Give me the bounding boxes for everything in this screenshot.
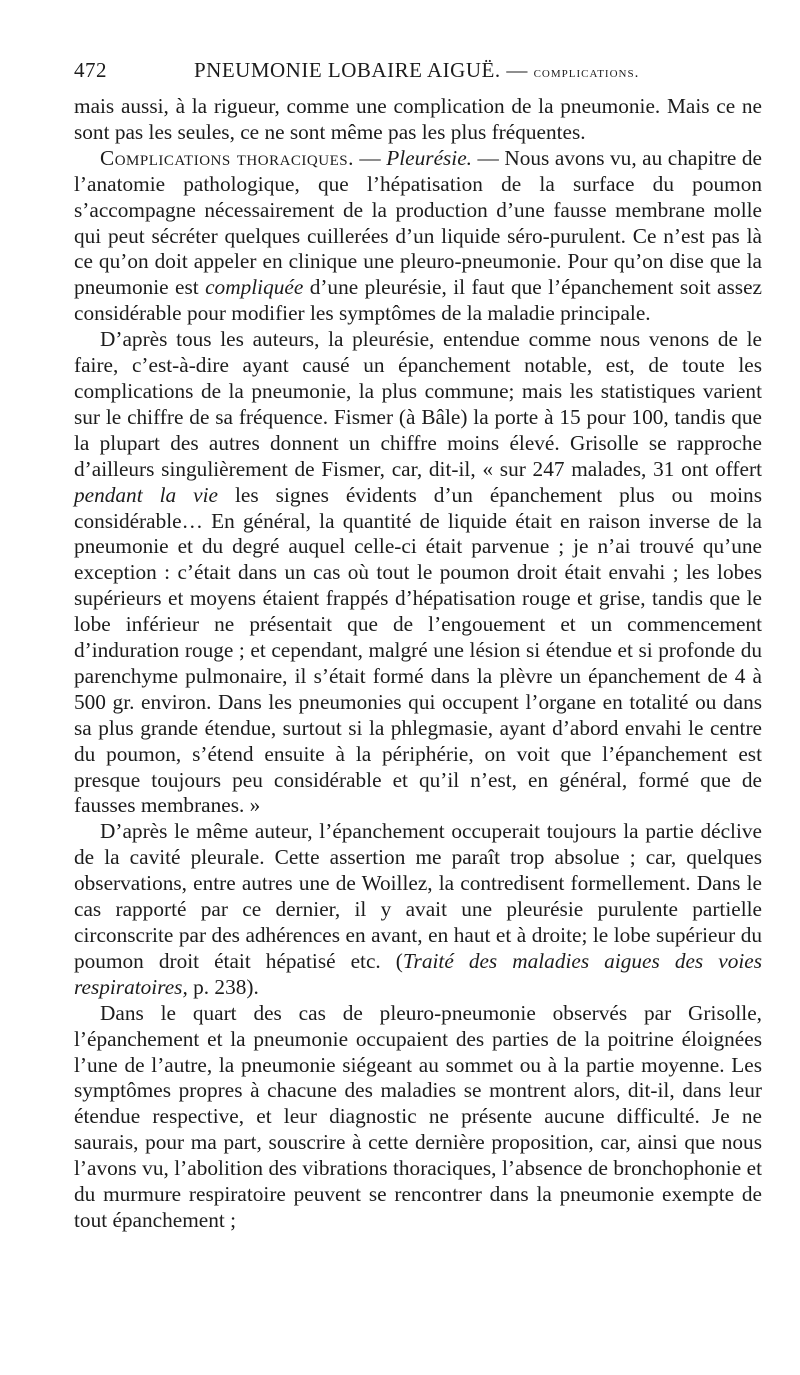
running-title-main: PNEUMONIE LOBAIRE AIGUË. — bbox=[194, 58, 534, 82]
text-segment: Complications thoraciques. bbox=[100, 145, 354, 170]
text-segment: Traité des maladies aigues des voies respiratoires, bbox=[74, 948, 762, 999]
paragraph bbox=[74, 819, 762, 1000]
paragraph bbox=[74, 94, 762, 146]
text-segment: D’après le même auteur, l’épanchement occuperait toujours la partie déclive de la cavité pleurale. Cette assertion me paraît trop absolue ; car, quelques observations, entre autres une de Woillez, la contredisent formellement. Dans le cas rapporté par ce dernier, il y avait une pleurésie purulente partielle circonscrite par des adhérences en avant, en haut et à droite; le lobe supérieur du poumon droit était hépatisé etc. ( bbox=[74, 819, 762, 973]
paragraph bbox=[74, 327, 762, 819]
body-text bbox=[74, 94, 762, 1234]
text-segment: — bbox=[353, 145, 387, 170]
text-segment: p. 238). bbox=[187, 974, 259, 999]
text-segment: mais aussi, à la rigueur, comme une complication de la pneumonie. Mais ce ne sont pas les seules, ce ne sont même pas les plus fréquentes. bbox=[74, 94, 762, 144]
running-title-section: complications. bbox=[533, 65, 640, 81]
text-segment: pendant la vie bbox=[74, 482, 218, 507]
text-segment: Pleurésie. bbox=[386, 145, 472, 170]
page-number: 472 bbox=[74, 58, 107, 82]
paragraph bbox=[74, 146, 762, 327]
paragraph bbox=[74, 1001, 762, 1234]
text-segment: Dans le quart des cas de pleuro-pneumonie observés par Grisolle, l’épanchement et la pneumonie occupaient des parties de la poitrine éloignées l’une de l’autre, la pneumonie siégeant au sommet ou à la partie moyenne. Les symptômes propres à chacune des maladies se montrent alors, dit-il, dans leur étendue respective, et leur diagnostic ne présente aucune difficulté. Je ne saurais, pour ma part, souscrire à cette dernière proposition, car, ainsi que nous l’avons vu, l’abolition des vibrations thoraciques, l’absence de bronchophonie et du murmure respiratoire peuvent se rencontrer dans la pneumonie exempte de tout épanchement ; bbox=[74, 1000, 762, 1232]
text-segment: compliquée bbox=[205, 275, 304, 300]
text-segment: D’après tous les auteurs, la pleurésie, entendue comme nous venons de le faire, c’est-à-dire ayant causé un épanchement notable, est, de toute les complications de la pneumonie, la plus commune; mais les statistiques varient sur le chiffre de sa fréquence. Fismer (à Bâle) la porte à 15 pour 100, tandis que la plupart des autres donnent un chiffre moins élevé. Grisolle se rapproche d’ailleurs singulièrement de Fismer, car, dit-il, « sur 247 malades, 31 ont offert bbox=[74, 327, 762, 481]
text-segment: les signes évidents d’un épanchement plus ou moins considérable… En général, la quantité de liquide était en raison inverse de la pneumonie et du degré auquel celle-ci était parvenue ; je n’ai trouvé qu’une exception : c’était dans un cas où tout le poumon droit était envahi ; les lobes supérieurs et moyens étaient frappés d’hépatisation rouge et grise, tandis que le lobe inférieur ne présentait que de l’engouement et un commencement d’induration rouge ; et cependant, malgré une lésion si étendue et si profonde du parenchyme pulmonaire, il s’était formé dans la plèvre un épanchement de 4 à 500 gr. environ. Dans les pneumonies qui occupent l’organe en totalité ou dans sa plus grande étendue, surtout si la phlegmasie, ayant d’abord envahi le centre du poumon, s’étend ensuite à la périphérie, on voit que l’épanchement est presque toujours peu considérable et qu’il n’est, en général, formé que de fausses membranes. » bbox=[74, 482, 762, 818]
text-segment: d’une pleurésie, il faut que l’épanchement soit assez considérable pour modifier les symptômes de la maladie principale. bbox=[74, 275, 762, 326]
running-title bbox=[194, 58, 762, 83]
running-header bbox=[74, 58, 762, 92]
text-segment: — Nous avons vu, au chapitre de l’anatomie pathologique, que l’hépatisation de la surface du poumon s’accompagne nécessairement de la production d’une fausse membrane molle qui peut sécréter quelques cuillerées d’un liquide séro-purulent. Ce n’est pas là ce qu’on doit appeler en clinique une pleuro-pneumonie. Pour qu’on dise que la pneumonie est bbox=[74, 145, 762, 300]
